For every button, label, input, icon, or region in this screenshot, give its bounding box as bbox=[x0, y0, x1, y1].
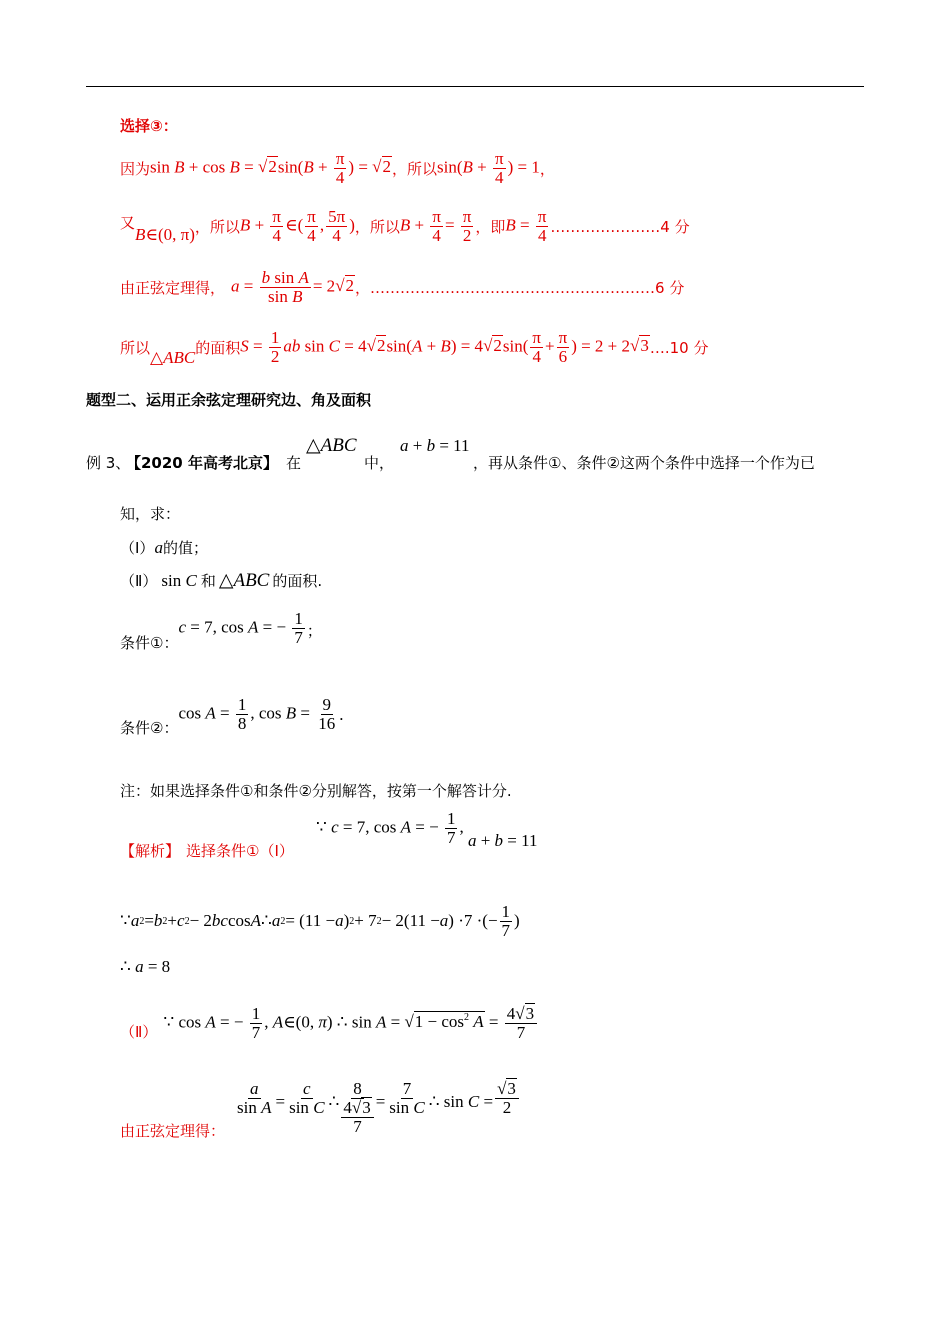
solution-tag: 【解析】 bbox=[120, 842, 181, 860]
line-1-math-2: sin(B + $\frac{\pi}{4}$ ) = 1 bbox=[437, 148, 540, 187]
question-2-label: （Ⅱ） bbox=[120, 572, 158, 590]
choice-3-line-4 bbox=[120, 325, 709, 369]
header-rule bbox=[86, 86, 864, 87]
line-4-prefix: 所以 bbox=[120, 338, 151, 357]
sine-law-label: 由正弦定理得： bbox=[120, 1122, 226, 1140]
question-2-and: 和 bbox=[200, 572, 216, 590]
note: 注：如果选择条件①和条件②分别解答，按第一个解答计分. bbox=[120, 782, 512, 800]
solution-line-1 bbox=[120, 810, 620, 862]
part-2-math: ∵ cos A = − $\frac{1}{7}$ , A∈(0, π) ∴ $\sin A = √1 - \cos^2 A$ = $\frac{4√3}{7}$ bbox=[163, 1005, 539, 1042]
line-4-triangle: △ABC bbox=[150, 348, 196, 367]
condition-2-math: cos A = $\frac{1}{8}$ , cos B = $\frac{9}{16}$ bbox=[178, 694, 336, 733]
example-in: 在 bbox=[286, 454, 302, 472]
sine-law-math: $\frac{a}{\text{sin A}}$ = $\frac{c}{\text{sin C}}$ ∴ 8 4√3 7 = $\frac{7}{\text{sin C}}$ ∴ sin C = $\frac{√3}{2}$ bbox=[233, 1080, 521, 1136]
condition-1-math: c = 7, cos A = − $\frac{1}{7}$ bbox=[178, 608, 303, 647]
example-condition: a + b = 11 bbox=[400, 436, 470, 455]
question-2-text: 的面积. bbox=[272, 572, 323, 590]
example-label: 例 3、 bbox=[86, 454, 131, 472]
example-line-1 bbox=[86, 432, 866, 484]
line-1-middle: ，所以 bbox=[392, 159, 438, 178]
example-zhong: 中， bbox=[364, 454, 395, 472]
example-triangle: △ABC bbox=[306, 435, 357, 456]
condition-1-end: ； bbox=[306, 621, 322, 640]
solution-line-5 bbox=[120, 1080, 521, 1160]
condition-2-label: 条件②： bbox=[120, 718, 179, 737]
line-2-math-2: B + $\frac{\pi}{4}$ ∈( $\frac{\pi}{4}$ , $\frac{5\pi}{4}$ ) bbox=[239, 206, 355, 245]
condition-1 bbox=[120, 604, 322, 656]
line-4-math: S = $\frac{1}{2}$ ab sin C = 4√2sin(A + B) = 4√2sin( $\frac{\pi}{4}$ + $\frac{\pi}{6}$ ) = 2 + 2√3 bbox=[240, 327, 649, 366]
question-1 bbox=[120, 537, 208, 558]
line-3-math: a = $\frac{\text{b sin A}}{\text{sin B}}$ = 2√2 bbox=[231, 267, 355, 306]
choice-3-line-2 bbox=[120, 204, 690, 248]
example-text-1: ，再从条件①、条件②这两个条件中选择一个作为已 bbox=[473, 454, 815, 472]
line-2-text-a: ，所以 bbox=[194, 217, 240, 236]
choice-3-title: 选择③： bbox=[120, 117, 178, 135]
condition-1-label: 条件①： bbox=[120, 633, 179, 652]
question-1-var: a bbox=[154, 537, 163, 557]
solution-line-4 bbox=[120, 997, 539, 1049]
example-text-2: 知，求： bbox=[120, 505, 181, 523]
line-1-prefix: 因为 bbox=[120, 159, 151, 178]
line-2-interval: B∈(0, π) bbox=[135, 225, 195, 244]
solution-line-3: ∴ a = 8 bbox=[120, 957, 171, 976]
condition-2 bbox=[120, 689, 344, 741]
line-2-math-3: B + $\frac{\pi}{4}$ = $\frac{\pi}{2}$ bbox=[399, 206, 472, 245]
line-2-text-c: ，即 bbox=[475, 217, 506, 236]
part-2-label: （Ⅱ） bbox=[120, 1022, 158, 1041]
line-3-score: ，…………………………………………………6 分 bbox=[355, 278, 685, 297]
section-heading: 题型二、运用正余弦定理研究边、角及面积 bbox=[86, 391, 372, 409]
line-3-prefix: 由正弦定理得， bbox=[120, 278, 226, 297]
condition-2-end: . bbox=[339, 705, 344, 724]
question-1-text: 的值； bbox=[162, 539, 208, 557]
line-2-math-4: B = $\frac{\pi}{4}$ bbox=[505, 206, 547, 245]
line-4-middle: 的面积 bbox=[195, 338, 241, 357]
line-1-math: sin B + cos B = √2sin(B + $\frac{\pi}{4}$ ) = √2 bbox=[150, 148, 391, 187]
question-2-triangle: △ABC bbox=[218, 570, 270, 591]
line-2-prefix: 又 bbox=[120, 214, 136, 232]
question-1-label: （Ⅰ） bbox=[120, 539, 155, 557]
line-4-score: ….10 分 bbox=[649, 338, 709, 357]
line-2-text-b: ，所以 bbox=[354, 217, 400, 236]
choice-3-line-1 bbox=[120, 146, 555, 190]
choice-3-line-3 bbox=[120, 265, 684, 309]
example-source: 【2020 年高考北京】 bbox=[126, 454, 278, 472]
solution-line-2: ∵ a 2 = b 2 + c 2 − 2 bc cos A ∴ a 2 = (11 − a ) 2 + 7 2 − 2(11 − a ) ·7 ·(− $\frac{1}{7}$ ) bbox=[120, 901, 520, 940]
line-2-score: .…………………4 分 bbox=[550, 217, 690, 236]
solution-given: ∵ c = 7, cos A = − $\frac{1}{7}$ , a + b = 11 bbox=[316, 809, 538, 851]
question-2-math: sin C bbox=[161, 570, 197, 590]
line-1-end: ， bbox=[539, 159, 555, 178]
question-2 bbox=[120, 569, 322, 592]
solution-tag-text: 选择条件①（Ⅰ） bbox=[186, 842, 294, 860]
